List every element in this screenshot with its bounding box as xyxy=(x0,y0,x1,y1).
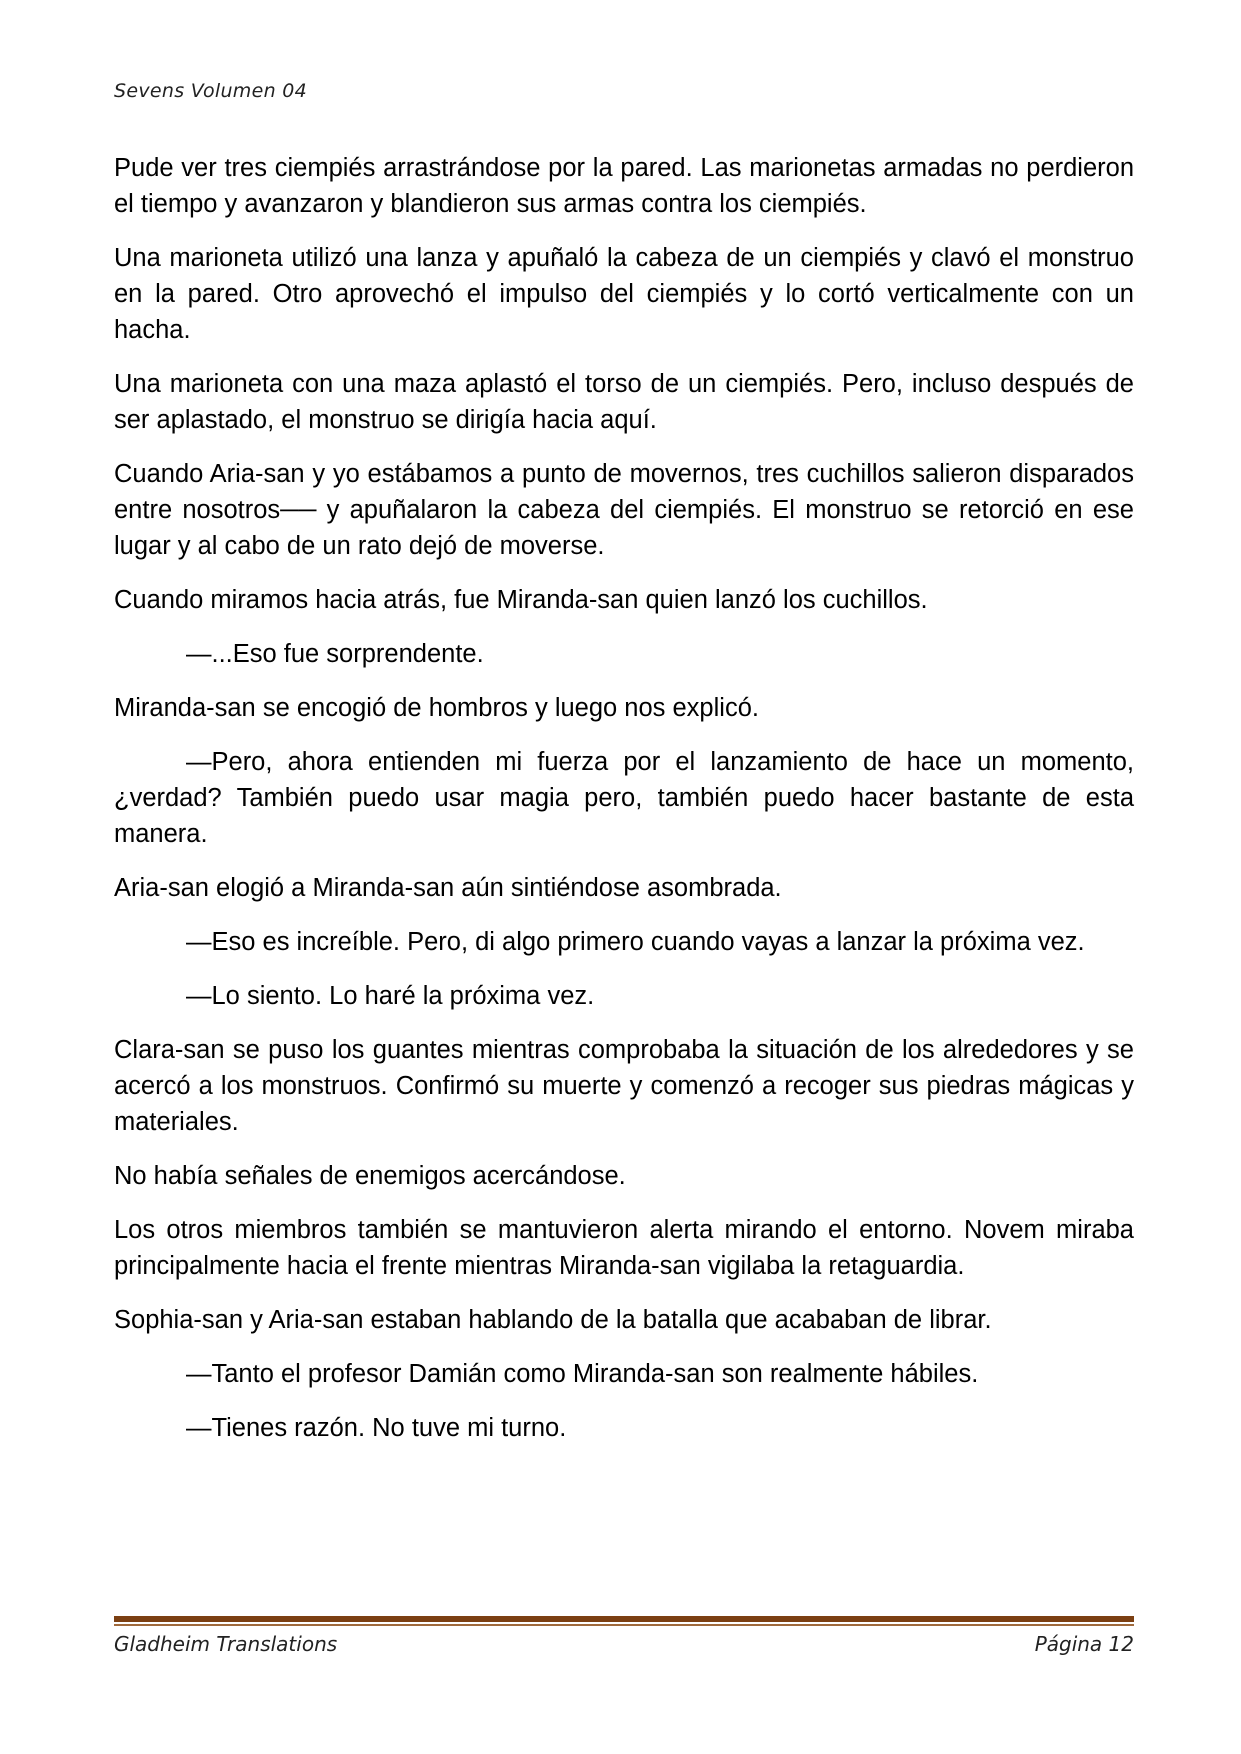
paragraph: Cuando miramos hacia atrás, fue Miranda-san quien lanzó los cuchillos. xyxy=(114,586,928,614)
page-number: Página 12 xyxy=(1034,1632,1134,1656)
paragraph: Una marioneta utilizó una lanza y apuñaló la cabeza de un ciempiés y clavó el monstruo en la pared. Otro aprovechó el impulso del ciempiés y lo cortó verticalmente con un hacha. xyxy=(114,244,1134,344)
paragraph: Aria-san elogió a Miranda-san aún sintiéndose asombrada. xyxy=(114,874,782,902)
paragraph: No había señales de enemigos acercándose. xyxy=(114,1162,626,1190)
document-body xyxy=(114,150,1134,1464)
paragraph: Pude ver tres ciempiés arrastrándose por la pared. Las marionetas armadas no perdieron el tiempo y avanzaron y blandieron sus armas contra los ciempiés. xyxy=(114,154,1134,218)
paragraph: Cuando Aria-san y yo estábamos a punto de movernos, tres cuchillos salieron disparados entre nosotros── y apuñalaron la cabeza del ciempiés. El monstruo se retorció en ese lugar y al cabo de un rato dejó de moverse. xyxy=(114,460,1134,560)
footer-divider-thin xyxy=(114,1624,1134,1626)
dialogue-paragraph: —Tanto el profesor Damián como Miranda-san son realmente hábiles. xyxy=(186,1360,979,1388)
paragraph: Sophia-san y Aria-san estaban hablando de la batalla que acababan de librar. xyxy=(114,1306,992,1334)
paragraph: Miranda-san se encogió de hombros y luego nos explicó. xyxy=(114,694,759,722)
paragraph: Los otros miembros también se mantuvieron alerta mirando el entorno. Novem miraba principalmente hacia el frente mientras Miranda-san vigilaba la retaguardia. xyxy=(114,1216,1134,1280)
dialogue-paragraph: —Lo siento. Lo haré la próxima vez. xyxy=(186,982,595,1010)
footer-publisher: Gladheim Translations xyxy=(114,1632,338,1656)
dialogue-paragraph: —Pero, ahora entienden mi fuerza por el lanzamiento de hace un momento, ¿verdad? También puedo usar magia pero, también puedo hacer bastante de esta manera. xyxy=(114,748,1134,848)
dialogue-paragraph: —Tienes razón. No tuve mi turno. xyxy=(186,1414,567,1442)
paragraph: Clara-san se puso los guantes mientras comprobaba la situación de los alrededores y se acercó a los monstruos. Confirmó su muerte y comenzó a recoger sus piedras mágicas y materiales. xyxy=(114,1036,1134,1136)
dialogue-paragraph: —...Eso fue sorprendente. xyxy=(186,640,484,668)
dialogue-paragraph: —Eso es increíble. Pero, di algo primero cuando vayas a lanzar la próxima vez. xyxy=(186,928,1085,956)
running-header: Sevens Volumen 04 xyxy=(114,80,308,102)
paragraph: Una marioneta con una maza aplastó el torso de un ciempiés. Pero, incluso después de ser aplastado, el monstruo se dirigía hacia aquí. xyxy=(114,370,1134,434)
footer-divider xyxy=(114,1616,1134,1626)
footer-divider-thick xyxy=(114,1616,1134,1622)
